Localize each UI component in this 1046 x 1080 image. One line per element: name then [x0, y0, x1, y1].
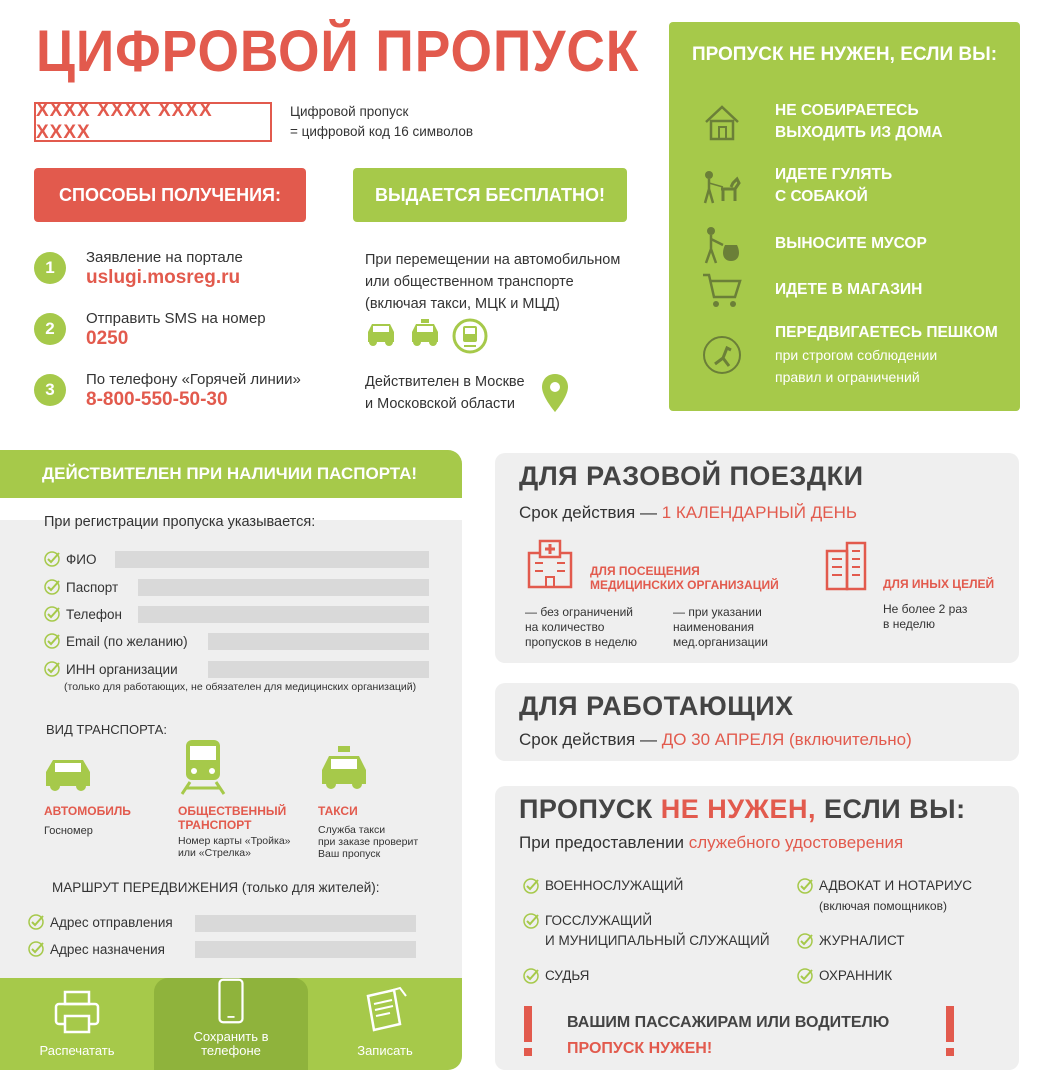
transport-icons: [364, 318, 488, 354]
not-needed-panel: [669, 22, 1020, 411]
not-needed-item: ИДЕТЕ В МАГАЗИН: [699, 268, 922, 312]
check-icon: [28, 941, 44, 957]
walking-icon: [701, 334, 743, 376]
field-inn: ИНН организации: [44, 661, 178, 677]
transport-desc: Госномер: [44, 825, 93, 837]
phone-icon: [215, 978, 247, 1024]
taxi-icon: [318, 744, 370, 792]
cart-icon: [701, 271, 743, 309]
medical-label: ДЛЯ ПОСЕЩЕНИЯ МЕДИЦИНСКИХ ОРГАНИЗАЦИЙ: [590, 564, 779, 592]
notepad-icon: [360, 986, 410, 1034]
hospital-icon: [525, 539, 575, 589]
exclamation-icon: [943, 1004, 957, 1060]
passport-header: ДЕЙСТВИТЕЛЕН ПРИ НАЛИЧИИ ПАСПОРТА!: [0, 450, 462, 498]
one-time-validity: Срок действия — 1 КАЛЕНДАРНЫЙ ДЕНЬ: [519, 503, 858, 522]
check-icon: [44, 551, 60, 567]
exempt-left-list: [523, 876, 770, 986]
not-needed-title: ПРОПУСК НЕ НУЖЕН, ЕСЛИ ВЫ:: [691, 44, 998, 65]
transport-note: При перемещении на автомобильном или общественном транспорте (включая такси, МЦК и МЦД): [365, 252, 621, 312]
not-needed-item: ВЫНОСИТЕ МУСОР: [699, 222, 927, 266]
route-title: МАРШРУТ ПЕРЕДВИЖЕНИЯ (только для жителей):: [52, 880, 380, 895]
portal-link[interactable]: uslugi.mosreg.ru: [86, 267, 241, 288]
workers-card: [495, 683, 1019, 761]
other-note: Не более 2 раз в неделю: [883, 602, 968, 631]
check-icon: [44, 579, 60, 595]
registration-card: [0, 450, 462, 1070]
step-number: 1: [34, 252, 66, 284]
house-icon: [702, 102, 742, 142]
step-number: 3: [34, 374, 66, 406]
exempt-subtitle: При предоставлении служебного удостоверения: [519, 833, 904, 852]
trash-icon: [701, 223, 743, 265]
printer-icon: [53, 990, 101, 1034]
exempt-item: ОХРАННИК: [797, 966, 972, 986]
region-note: Действителен в Москве и Московской области: [365, 374, 525, 412]
workers-title: ДЛЯ РАБОТАЮЩИХ: [519, 691, 794, 721]
exempt-item: ГОССЛУЖАЩИЙ И МУНИЦИПАЛЬНЫЙ СЛУЖАЩИЙ: [523, 911, 770, 951]
free-header: ВЫДАЕТСЯ БЕСПЛАТНО!: [353, 168, 627, 222]
train-icon: [178, 738, 228, 796]
methods-header: СПОСОБЫ ПОЛУЧЕНИЯ:: [34, 168, 306, 222]
exempt-title: ПРОПУСК НЕ НУЖЕН, ЕСЛИ ВЫ:: [519, 794, 966, 824]
exempt-card: [495, 786, 1019, 1070]
step-1: 1 Заявление на портале uslugi.mosreg.ru: [34, 248, 243, 288]
check-icon: [28, 914, 44, 930]
to-bar[interactable]: [195, 941, 416, 958]
step-number: 2: [34, 313, 66, 345]
check-icon: [44, 606, 60, 622]
check-icon: [797, 933, 813, 949]
exempt-item: ЖУРНАЛИСТ: [797, 931, 972, 951]
from-bar[interactable]: [195, 915, 416, 932]
step-2: 2 Отправить SMS на номер 0250: [34, 309, 266, 349]
inn-bar[interactable]: [208, 661, 429, 678]
page-title: ЦИФРОВОЙ ПРОПУСК: [36, 19, 640, 84]
step-3: 3 По телефону «Горячей линии» 8-800-550-50-30: [34, 370, 301, 410]
location-pin-icon: [540, 373, 570, 413]
check-icon: [44, 661, 60, 677]
passenger-warning: ВАШИМ ПАССАЖИРАМ ИЛИ ВОДИТЕЛЮ ПРОПУСК НУЖЕН!: [567, 1014, 890, 1057]
building-icon: [823, 541, 869, 591]
field-email: Email (по желанию): [44, 633, 188, 649]
check-icon: [797, 878, 813, 894]
write-button[interactable]: Записать: [308, 978, 462, 1070]
registration-intro: При регистрации пропуска указывается:: [44, 514, 316, 530]
exclamation-icon: [521, 1004, 535, 1060]
medical-note-2: — при указании наименования мед.организации: [673, 605, 768, 649]
one-time-card: [495, 453, 1019, 663]
not-needed-item: ПЕРЕДВИГАЕТЕСЬ ПЕШКОМ при строгом соблюдении правил и ограничений: [699, 322, 998, 388]
transport-name: ТАКСИ: [318, 804, 358, 818]
phone-bar[interactable]: [138, 606, 429, 623]
check-icon: [523, 878, 539, 894]
code-note: Цифровой пропуск = цифровой код 16 символов: [290, 104, 474, 139]
workers-validity: Срок действия — ДО 30 АПРЕЛЯ (включительно): [519, 730, 912, 749]
field-phone: Телефон: [44, 606, 122, 622]
inn-note: (только для работающих, не обязателен для медицинских организаций): [64, 681, 417, 693]
exempt-item: АДВОКАТ И НОТАРИУС (включая помощников): [797, 876, 972, 916]
transport-title: ВИД ТРАНСПОРТА:: [46, 722, 167, 737]
check-icon: [44, 633, 60, 649]
save-phone-button[interactable]: Сохранить в телефоне: [154, 978, 308, 1070]
dog-icon: [701, 165, 743, 207]
code-example: XXXX XXXX XXXX XXXX: [34, 102, 272, 142]
car-icon: [42, 752, 94, 794]
transport-desc: Номер карты «Тройка» или «Стрелка»: [178, 835, 291, 859]
train-icon: [452, 318, 488, 354]
one-time-title: ДЛЯ РАЗОВОЙ ПОЕЗДКИ: [519, 461, 864, 491]
transport-name: АВТОМОБИЛЬ: [44, 804, 131, 818]
field-to: Адрес назначения: [28, 941, 165, 957]
passport-bar[interactable]: [138, 579, 429, 596]
exempt-item: СУДЬЯ: [523, 966, 770, 986]
not-needed-item: ИДЕТЕ ГУЛЯТЬ С СОБАКОЙ: [699, 164, 892, 208]
transport-desc: Служба такси при заказе проверит Ваш пропуск: [318, 824, 419, 860]
medical-note-1: — без ограничений на количество пропусков в неделю: [525, 605, 638, 649]
exempt-item: ВОЕННОСЛУЖАЩИЙ: [523, 876, 770, 896]
field-passport: Паспорт: [44, 579, 118, 595]
hotline-number: 8-800-550-50-30: [86, 389, 228, 410]
car-icon: [364, 318, 398, 348]
taxi-icon: [408, 318, 442, 348]
fio-bar[interactable]: [115, 551, 429, 568]
check-icon: [797, 968, 813, 984]
transport-name: ОБЩЕСТВЕННЫЙ ТРАНСПОРТ: [178, 804, 287, 832]
action-bar: [0, 978, 462, 1070]
print-button[interactable]: Распечатать: [0, 978, 154, 1070]
field-from: Адрес отправления: [28, 914, 173, 930]
sms-number: 0250: [86, 328, 129, 349]
email-bar[interactable]: [208, 633, 429, 650]
other-label: ДЛЯ ИНЫХ ЦЕЛЕЙ: [883, 577, 995, 591]
not-needed-item: НЕ СОБИРАЕТЕСЬ ВЫХОДИТЬ ИЗ ДОМА: [699, 100, 943, 144]
check-icon: [523, 913, 539, 929]
field-fio: ФИО: [44, 551, 96, 567]
exempt-right-list: [797, 876, 972, 986]
check-icon: [523, 968, 539, 984]
